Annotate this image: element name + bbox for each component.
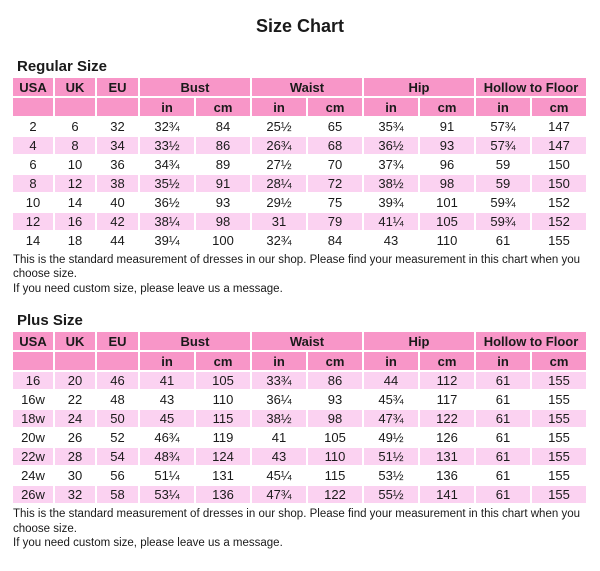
size-cell: 39¼ <box>140 232 194 249</box>
size-cell: 57¾ <box>476 118 530 135</box>
size-cell: 48¾ <box>140 448 194 465</box>
size-cell: 70 <box>308 156 362 173</box>
size-cell: 79 <box>308 213 362 230</box>
size-cell: 31 <box>252 213 306 230</box>
size-cell: 84 <box>308 232 362 249</box>
empty-header-cell <box>97 352 138 370</box>
size-cell: 155 <box>532 467 586 484</box>
size-cell: 45 <box>140 410 194 427</box>
size-cell: 54 <box>97 448 138 465</box>
size-cell: 59 <box>476 175 530 192</box>
size-cell: 10 <box>13 194 53 211</box>
size-cell: 110 <box>420 232 474 249</box>
regular-size-heading: Regular Size <box>17 58 108 75</box>
col-header-uk: UK <box>55 332 95 350</box>
size-cell: 122 <box>420 410 474 427</box>
size-cell: 61 <box>476 429 530 446</box>
size-cell: 51¼ <box>140 467 194 484</box>
col-header-waist: Waist <box>252 78 362 96</box>
size-cell: 50 <box>97 410 138 427</box>
size-cell: 34¾ <box>140 156 194 173</box>
col-header-eu: EU <box>97 332 138 350</box>
table-row <box>13 232 586 249</box>
size-cell: 35½ <box>140 175 194 192</box>
size-cell: 152 <box>532 194 586 211</box>
size-cell: 53¼ <box>140 486 194 503</box>
size-cell: 4 <box>13 137 53 154</box>
size-cell: 6 <box>13 156 53 173</box>
unit-row <box>13 98 586 116</box>
size-cell: 22 <box>55 391 95 408</box>
size-cell: 150 <box>532 175 586 192</box>
size-cell: 110 <box>308 448 362 465</box>
empty-header-cell <box>13 98 53 116</box>
size-cell: 2 <box>13 118 53 135</box>
size-cell: 45¼ <box>252 467 306 484</box>
size-cell: 112 <box>420 372 474 389</box>
size-cell: 22w <box>13 448 53 465</box>
unit-header-cm: cm <box>196 352 250 370</box>
size-cell: 100 <box>196 232 250 249</box>
unit-header-cm: cm <box>196 98 250 116</box>
size-cell: 105 <box>308 429 362 446</box>
table-row <box>13 448 586 465</box>
size-cell: 32¾ <box>252 232 306 249</box>
size-cell: 61 <box>476 391 530 408</box>
size-cell: 147 <box>532 118 586 135</box>
size-cell: 105 <box>196 372 250 389</box>
size-cell: 30 <box>55 467 95 484</box>
unit-header-in: in <box>476 98 530 116</box>
size-cell: 122 <box>308 486 362 503</box>
size-cell: 61 <box>476 486 530 503</box>
size-cell: 124 <box>196 448 250 465</box>
size-cell: 126 <box>420 429 474 446</box>
size-cell: 96 <box>420 156 474 173</box>
size-cell: 93 <box>308 391 362 408</box>
table-row <box>13 194 586 211</box>
size-cell: 57¾ <box>476 137 530 154</box>
size-cell: 53½ <box>364 467 418 484</box>
size-cell: 45¾ <box>364 391 418 408</box>
size-note-line: This is the standard measurement of dresses in our shop. Please find your measurement in this chart when you choose size. <box>13 254 580 281</box>
size-cell: 38½ <box>364 175 418 192</box>
size-cell: 29½ <box>252 194 306 211</box>
size-cell: 28¼ <box>252 175 306 192</box>
page-title: Size Chart <box>255 16 345 36</box>
size-cell: 65 <box>308 118 362 135</box>
table-row <box>13 156 586 173</box>
size-cell: 12 <box>55 175 95 192</box>
size-cell: 36½ <box>364 137 418 154</box>
size-note <box>13 253 600 296</box>
size-cell: 155 <box>532 391 586 408</box>
size-cell: 101 <box>420 194 474 211</box>
size-cell: 61 <box>476 467 530 484</box>
unit-header-cm: cm <box>532 352 586 370</box>
table-row <box>13 372 586 389</box>
size-cell: 24 <box>55 410 95 427</box>
size-cell: 16 <box>55 213 95 230</box>
col-header-uk: UK <box>55 78 95 96</box>
size-cell: 49½ <box>364 429 418 446</box>
size-cell: 61 <box>476 410 530 427</box>
col-header-usa: USA <box>13 78 53 96</box>
size-cell: 41¼ <box>364 213 418 230</box>
size-note-line: If you need custom size, please leave us a message. <box>13 536 283 549</box>
col-header-bust: Bust <box>140 78 250 96</box>
size-cell: 44 <box>364 372 418 389</box>
unit-header-cm: cm <box>308 98 362 116</box>
size-note-line: If you need custom size, please leave us a message. <box>13 282 283 295</box>
size-cell: 8 <box>13 175 53 192</box>
size-cell: 141 <box>420 486 474 503</box>
size-cell: 48 <box>97 391 138 408</box>
size-cell: 36 <box>97 156 138 173</box>
size-cell: 42 <box>97 213 138 230</box>
size-cell: 93 <box>196 194 250 211</box>
size-cell: 59¾ <box>476 213 530 230</box>
size-cell: 98 <box>196 213 250 230</box>
size-cell: 47¾ <box>364 410 418 427</box>
size-cell: 10 <box>55 156 95 173</box>
size-cell: 8 <box>55 137 95 154</box>
size-cell: 46 <box>97 372 138 389</box>
col-header-hollow-to-floor: Hollow to Floor <box>476 332 586 350</box>
size-cell: 41 <box>252 429 306 446</box>
size-cell: 43 <box>140 391 194 408</box>
table-row <box>13 213 586 230</box>
size-cell: 33¾ <box>252 372 306 389</box>
plus-size-table <box>11 330 588 505</box>
size-cell: 41 <box>140 372 194 389</box>
table-row <box>13 118 586 135</box>
size-cell: 131 <box>420 448 474 465</box>
size-cell: 24w <box>13 467 53 484</box>
size-cell: 75 <box>308 194 362 211</box>
size-cell: 58 <box>97 486 138 503</box>
plus-table-header <box>13 332 586 370</box>
size-cell: 110 <box>196 391 250 408</box>
size-cell: 155 <box>532 448 586 465</box>
size-cell: 155 <box>532 372 586 389</box>
unit-header-in: in <box>252 98 306 116</box>
column-group-row <box>13 332 586 350</box>
size-cell: 147 <box>532 137 586 154</box>
size-cell: 55½ <box>364 486 418 503</box>
empty-header-cell <box>55 98 95 116</box>
size-cell: 43 <box>252 448 306 465</box>
size-cell: 136 <box>420 467 474 484</box>
size-cell: 46¾ <box>140 429 194 446</box>
size-cell: 115 <box>196 410 250 427</box>
size-cell: 43 <box>364 232 418 249</box>
size-cell: 115 <box>308 467 362 484</box>
table-row <box>13 391 586 408</box>
col-header-bust: Bust <box>140 332 250 350</box>
size-cell: 86 <box>308 372 362 389</box>
size-cell: 59 <box>476 156 530 173</box>
size-cell: 39¾ <box>364 194 418 211</box>
table-row <box>13 486 586 503</box>
size-cell: 72 <box>308 175 362 192</box>
size-cell: 52 <box>97 429 138 446</box>
size-cell: 59¾ <box>476 194 530 211</box>
table-row <box>13 137 586 154</box>
size-cell: 18 <box>55 232 95 249</box>
size-cell: 155 <box>532 232 586 249</box>
size-cell: 91 <box>420 118 474 135</box>
table-row <box>13 410 586 427</box>
size-cell: 152 <box>532 213 586 230</box>
unit-header-in: in <box>140 98 194 116</box>
size-cell: 34 <box>97 137 138 154</box>
regular-size-table <box>11 76 588 251</box>
size-cell: 93 <box>420 137 474 154</box>
size-cell: 16w <box>13 391 53 408</box>
size-cell: 36½ <box>140 194 194 211</box>
size-cell: 155 <box>532 486 586 503</box>
size-cell: 44 <box>97 232 138 249</box>
unit-header-cm: cm <box>532 98 586 116</box>
size-cell: 40 <box>97 194 138 211</box>
size-cell: 61 <box>476 448 530 465</box>
size-note-line: This is the standard measurement of dresses in our shop. Please find your measurement in this chart when you choose size. <box>13 508 580 535</box>
col-header-usa: USA <box>13 332 53 350</box>
size-cell: 16 <box>13 372 53 389</box>
size-cell: 36¼ <box>252 391 306 408</box>
size-cell: 98 <box>308 410 362 427</box>
size-cell: 27½ <box>252 156 306 173</box>
size-cell: 56 <box>97 467 138 484</box>
size-cell: 20 <box>55 372 95 389</box>
unit-header-cm: cm <box>308 352 362 370</box>
unit-header-cm: cm <box>420 98 474 116</box>
empty-header-cell <box>13 352 53 370</box>
size-cell: 68 <box>308 137 362 154</box>
size-cell: 84 <box>196 118 250 135</box>
size-cell: 136 <box>196 486 250 503</box>
size-cell: 89 <box>196 156 250 173</box>
table-row <box>13 467 586 484</box>
size-cell: 98 <box>420 175 474 192</box>
size-cell: 47¾ <box>252 486 306 503</box>
unit-header-in: in <box>252 352 306 370</box>
size-cell: 91 <box>196 175 250 192</box>
size-cell: 33½ <box>140 137 194 154</box>
size-cell: 26w <box>13 486 53 503</box>
size-cell: 26 <box>55 429 95 446</box>
unit-header-in: in <box>364 352 418 370</box>
unit-header-cm: cm <box>420 352 474 370</box>
empty-header-cell <box>55 352 95 370</box>
size-cell: 51½ <box>364 448 418 465</box>
table-row <box>13 429 586 446</box>
size-cell: 117 <box>420 391 474 408</box>
size-cell: 28 <box>55 448 95 465</box>
size-cell: 86 <box>196 137 250 154</box>
size-cell: 61 <box>476 232 530 249</box>
size-cell: 25½ <box>252 118 306 135</box>
size-cell: 38¼ <box>140 213 194 230</box>
col-header-eu: EU <box>97 78 138 96</box>
size-cell: 6 <box>55 118 95 135</box>
size-cell: 105 <box>420 213 474 230</box>
size-cell: 12 <box>13 213 53 230</box>
column-group-row <box>13 78 586 96</box>
empty-header-cell <box>97 98 138 116</box>
table-row <box>13 175 586 192</box>
size-cell: 26¾ <box>252 137 306 154</box>
size-cell: 32 <box>97 118 138 135</box>
unit-header-in: in <box>476 352 530 370</box>
size-cell: 61 <box>476 372 530 389</box>
size-note <box>13 507 600 550</box>
unit-row <box>13 352 586 370</box>
unit-header-in: in <box>140 352 194 370</box>
size-cell: 18w <box>13 410 53 427</box>
size-cell: 20w <box>13 429 53 446</box>
size-cell: 150 <box>532 156 586 173</box>
col-header-waist: Waist <box>252 332 362 350</box>
size-cell: 131 <box>196 467 250 484</box>
size-cell: 155 <box>532 410 586 427</box>
size-cell: 37¾ <box>364 156 418 173</box>
size-cell: 38½ <box>252 410 306 427</box>
size-cell: 38 <box>97 175 138 192</box>
col-header-hip: Hip <box>364 78 474 96</box>
col-header-hip: Hip <box>364 332 474 350</box>
regular-table-header <box>13 78 586 116</box>
unit-header-in: in <box>364 98 418 116</box>
size-cell: 119 <box>196 429 250 446</box>
size-cell: 35¾ <box>364 118 418 135</box>
size-cell: 32 <box>55 486 95 503</box>
plus-size-heading: Plus Size <box>17 312 83 330</box>
size-cell: 14 <box>55 194 95 211</box>
size-cell: 32¾ <box>140 118 194 135</box>
size-cell: 155 <box>532 429 586 446</box>
col-header-hollow-to-floor: Hollow to Floor <box>476 78 586 96</box>
size-cell: 14 <box>13 232 53 249</box>
